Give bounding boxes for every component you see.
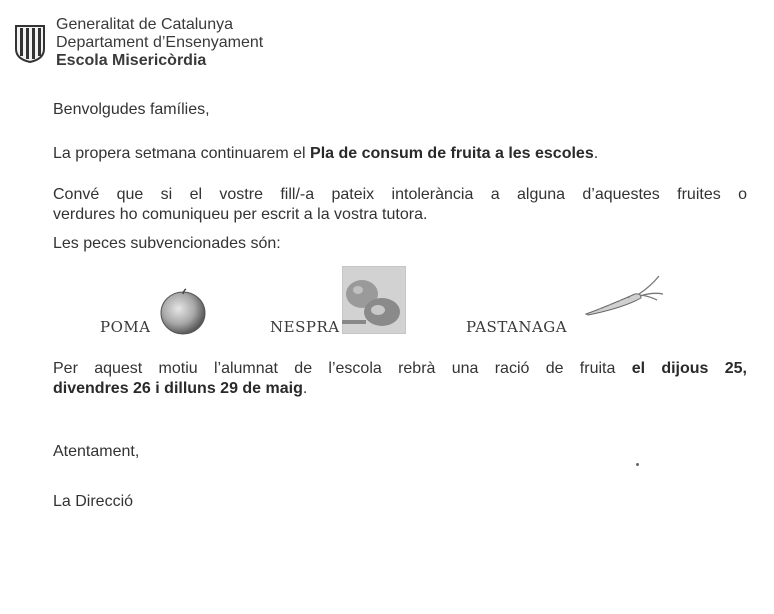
medlar-photo — [342, 266, 406, 334]
letterhead-government: Generalitat de Catalunya — [56, 16, 233, 33]
distribution-text: Per aquest motiu l’alumnat de l’escola rebrà una ració de fruita — [53, 360, 632, 377]
fruit-label-medlar: NESPRA — [270, 318, 340, 336]
distribution-dates-2: divendres 26 i dilluns 29 de maig — [53, 380, 303, 397]
paragraph-plan-start: La propera setmana continuarem el — [53, 145, 311, 162]
paragraph-intolerance — [53, 185, 747, 225]
signature: La Direcció — [53, 493, 134, 510]
letterhead-department: Departament d’Ensenyament — [56, 34, 264, 51]
plan-name: Pla de consum de fruita a les escoles — [310, 145, 594, 162]
paragraph-pieces: Les peces subvencionades són: — [53, 235, 281, 252]
fruit-label-carrot: PASTANAGA — [466, 318, 568, 336]
paragraph-distribution-line1 — [53, 359, 747, 379]
letterhead — [56, 16, 263, 70]
paragraph-plan-end: . — [593, 145, 599, 162]
apple-icon — [158, 286, 208, 336]
speck — [636, 463, 639, 466]
paragraph-distribution — [53, 359, 747, 399]
closing: Atentament, — [53, 443, 140, 460]
fruit-label-apple: POMA — [100, 318, 151, 336]
distribution-end: . — [302, 380, 308, 397]
distribution-dates-1: el dijous 25, — [631, 360, 747, 377]
paragraph-plan — [53, 144, 598, 164]
paragraph-intolerance-line1: Convé que si el vostre fill/-a pateix intolerància a alguna d’aquestes fruites o — [53, 186, 747, 203]
paragraph-intolerance-line2: verdures ho comuniqueu per escrit a la vostra tutora. — [53, 206, 428, 223]
greeting: Benvolgudes famílies, — [53, 101, 210, 118]
letterhead-school: Escola Misericòrdia — [56, 52, 207, 69]
paragraph-distribution-line2 — [53, 379, 747, 399]
carrot-icon — [583, 274, 665, 318]
generalitat-logo-icon — [13, 23, 47, 63]
